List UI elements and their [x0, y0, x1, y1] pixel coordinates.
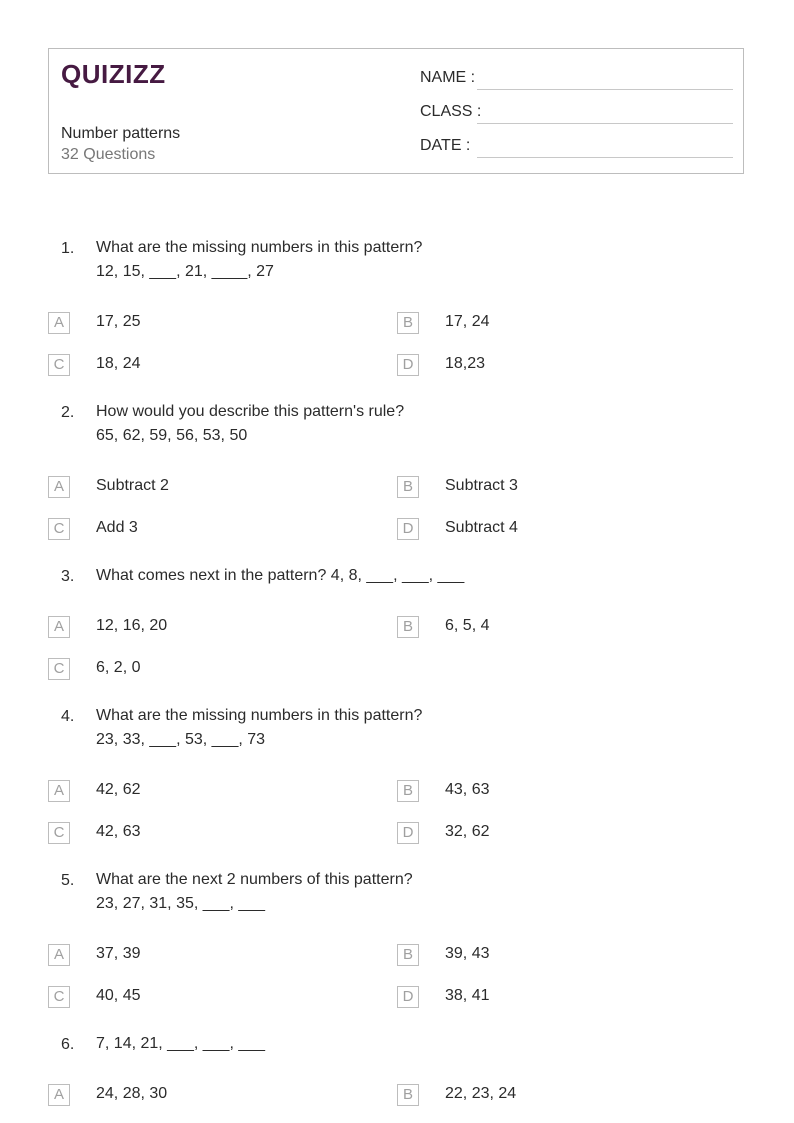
option-text: 17, 24 [445, 313, 490, 330]
option-letter-box[interactable]: C [48, 354, 70, 376]
question-number: 5. [61, 872, 75, 889]
question-text: What are the missing numbers in this pattern? [96, 707, 423, 724]
question-text: What are the missing numbers in this pattern? [96, 239, 423, 256]
name-field[interactable] [477, 89, 733, 90]
option-text: 39, 43 [445, 945, 490, 962]
option-text: 40, 45 [96, 987, 141, 1004]
question-text: 65, 62, 59, 56, 53, 50 [96, 427, 248, 444]
option-letter-box[interactable]: B [397, 1084, 419, 1106]
option-letter-box[interactable]: D [397, 986, 419, 1008]
option-text: 18, 24 [96, 355, 141, 372]
option-letter-box[interactable]: D [397, 518, 419, 540]
class-label: CLASS : [420, 103, 482, 120]
option-text: Subtract 3 [445, 477, 518, 494]
name-label: NAME : [420, 69, 476, 86]
option-text: Subtract 4 [445, 519, 518, 536]
option-letter-box[interactable]: C [48, 822, 70, 844]
worksheet-header [48, 48, 744, 174]
option-text: 22, 23, 24 [445, 1085, 517, 1102]
option-letter-box[interactable]: A [48, 780, 70, 802]
question-number: 3. [61, 568, 75, 585]
quizizz-logo: QUIZIZZ [61, 59, 166, 89]
option-text: 18,23 [445, 355, 486, 372]
option-text: 32, 62 [445, 823, 490, 840]
option-text: 37, 39 [96, 945, 141, 962]
question-text: What are the next 2 numbers of this pattern? [96, 871, 413, 888]
question-count: 32 Questions [61, 146, 156, 163]
question-text: 7, 14, 21, ___, ___, ___ [96, 1035, 266, 1052]
option-text: Add 3 [96, 519, 138, 536]
worksheet-title: Number patterns [61, 125, 181, 142]
option-letter-box[interactable]: A [48, 312, 70, 334]
option-letter-box[interactable]: A [48, 1084, 70, 1106]
question-number: 6. [61, 1036, 75, 1053]
option-letter-box[interactable]: C [48, 518, 70, 540]
option-letter-box[interactable]: B [397, 312, 419, 334]
option-text: 43, 63 [445, 781, 490, 798]
question-number: 2. [61, 404, 75, 421]
option-text: 24, 28, 30 [96, 1085, 168, 1102]
question-number: 1. [61, 240, 75, 257]
option-letter-box[interactable]: D [397, 354, 419, 376]
question-text: 23, 33, ___, 53, ___, 73 [96, 731, 266, 748]
option-letter-box[interactable]: B [397, 616, 419, 638]
option-text: 42, 63 [96, 823, 141, 840]
option-text: 6, 2, 0 [96, 659, 141, 676]
option-letter-box[interactable]: A [48, 944, 70, 966]
option-letter-box[interactable]: B [397, 476, 419, 498]
option-letter-box[interactable]: B [397, 780, 419, 802]
option-text: 17, 25 [96, 313, 141, 330]
option-text: 38, 41 [445, 987, 490, 1004]
option-letter-box[interactable]: B [397, 944, 419, 966]
option-letter-box[interactable]: A [48, 616, 70, 638]
option-text: 6, 5, 4 [445, 617, 490, 634]
option-letter-box[interactable]: D [397, 822, 419, 844]
class-field[interactable] [477, 123, 733, 124]
option-letter-box[interactable]: C [48, 986, 70, 1008]
date-field[interactable] [477, 157, 733, 158]
question-text: 12, 15, ___, 21, ____, 27 [96, 263, 274, 280]
option-text: 12, 16, 20 [96, 617, 168, 634]
date-label: DATE : [420, 137, 471, 154]
option-letter-box[interactable]: C [48, 658, 70, 680]
option-text: Subtract 2 [96, 477, 169, 494]
question-number: 4. [61, 708, 75, 725]
question-text: 23, 27, 31, 35, ___, ___ [96, 895, 266, 912]
option-letter-box[interactable]: A [48, 476, 70, 498]
question-text: How would you describe this pattern's rule? [96, 403, 405, 420]
question-text: What comes next in the pattern? 4, 8, ___, ___, ___ [96, 567, 465, 584]
option-text: 42, 62 [96, 781, 141, 798]
